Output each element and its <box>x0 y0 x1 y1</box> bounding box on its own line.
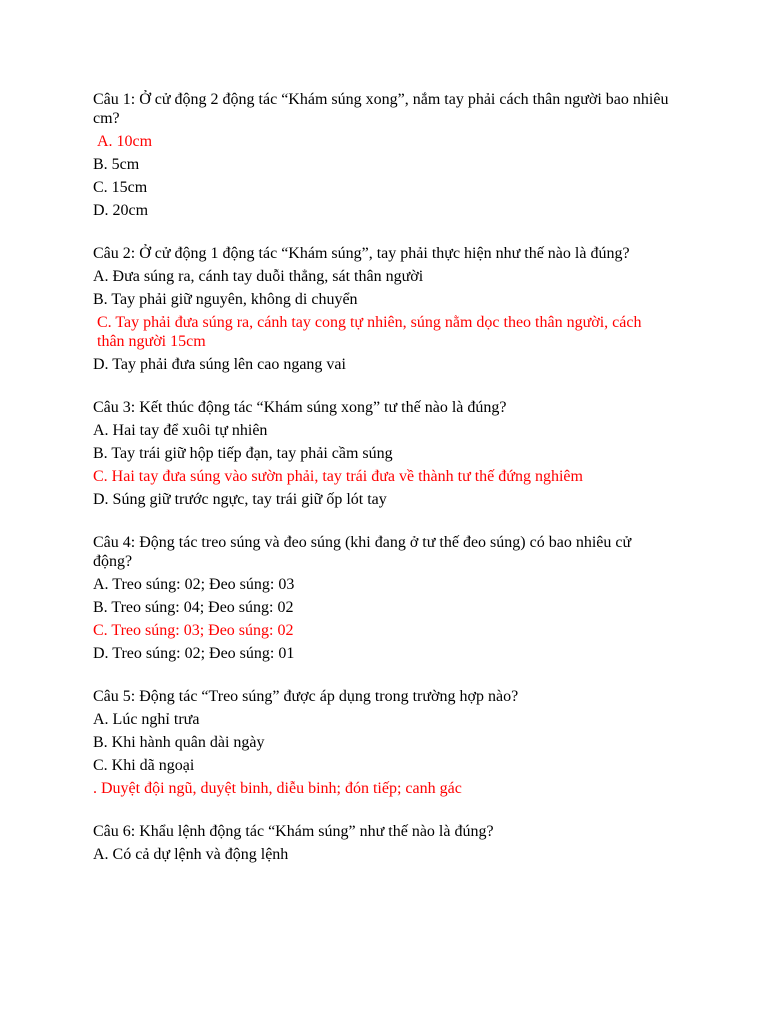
option-c: C. Treo súng: 03; Đeo súng: 02 <box>93 622 294 639</box>
question-title: Câu 3: Kết thúc động tác “Khám súng xong” tư thế nào là đúng? <box>93 399 507 416</box>
option-b: B. Treo súng: 04; Đeo súng: 02 <box>93 599 294 616</box>
question-title: Câu 2: Ở cử động 1 động tác “Khám súng”, tay phải thực hiện như thế nào là đúng? <box>93 245 630 262</box>
option-c: C. 15cm <box>93 179 148 196</box>
option-a: A. Có cả dự lệnh và động lệnh <box>93 846 289 863</box>
question-title: Câu 4: Động tác treo súng và đeo súng (khi đang ở tư thế đeo súng) có bao nhiêu cử động? <box>93 534 632 570</box>
option-c: C. Hai tay đưa súng vào sườn phải, tay trái đưa về thành tư thế đứng nghiêm <box>93 468 583 485</box>
question-6 <box>93 822 673 864</box>
question-5 <box>93 687 673 798</box>
document-page <box>93 90 673 888</box>
question-title: Câu 1: Ở cử động 2 động tác “Khám súng xong”, nắm tay phải cách thân người bao nhiêu cm? <box>93 91 669 127</box>
question-title: Câu 6: Khẩu lệnh động tác “Khám súng” như thế nào là đúng? <box>93 823 494 840</box>
option-c: C. Tay phải đưa súng ra, cánh tay cong tự nhiên, súng nằm dọc theo thân người, cách thân người 15cm <box>97 314 642 350</box>
option-d: D. Treo súng: 02; Đeo súng: 01 <box>93 645 295 662</box>
option-a: A. Treo súng: 02; Đeo súng: 03 <box>93 576 295 593</box>
option-b: B. Tay phải giữ nguyên, không di chuyển <box>93 291 358 308</box>
option-a: A. Lúc nghỉ trưa <box>93 711 200 728</box>
question-3 <box>93 398 673 509</box>
option-a: A. 10cm <box>97 133 153 150</box>
question-title: Câu 5: Động tác “Treo súng” được áp dụng trong trường hợp nào? <box>93 688 519 705</box>
option-b: B. 5cm <box>93 156 140 173</box>
question-2 <box>93 244 673 374</box>
question-4 <box>93 533 673 663</box>
option-d: . Duyệt đội ngũ, duyệt binh, diễu binh; đón tiếp; canh gác <box>93 780 462 797</box>
option-c: C. Khi dã ngoại <box>93 757 195 774</box>
option-b: B. Tay trái giữ hộp tiếp đạn, tay phải cầm súng <box>93 445 393 462</box>
option-d: D. Súng giữ trước ngực, tay trái giữ ốp lót tay <box>93 491 387 508</box>
question-1 <box>93 90 673 220</box>
option-b: B. Khi hành quân dài ngày <box>93 734 265 751</box>
option-a: A. Hai tay để xuôi tự nhiên <box>93 422 268 439</box>
option-a: A. Đưa súng ra, cánh tay duỗi thẳng, sát thân người <box>93 268 424 285</box>
option-d: D. 20cm <box>93 202 149 219</box>
option-d: D. Tay phải đưa súng lên cao ngang vai <box>93 356 346 373</box>
